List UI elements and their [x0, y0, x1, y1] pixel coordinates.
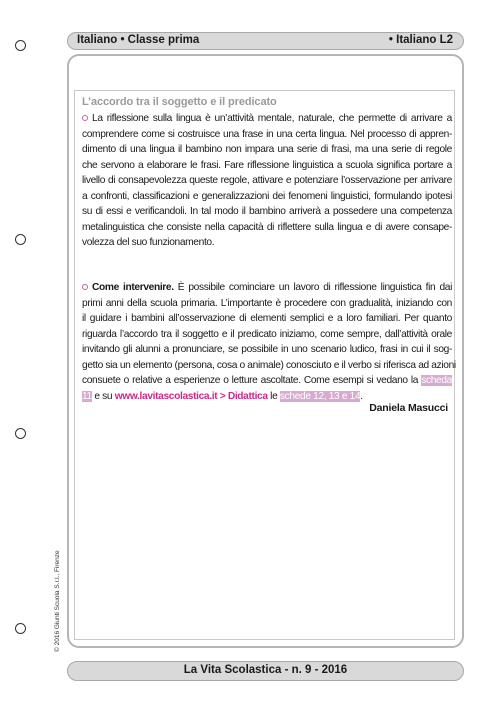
text-line: primi anni della scuola primaria. L’importante è procedere con gradualità, iniziando con — [82, 297, 452, 309]
text-fragment: e su — [91, 390, 115, 402]
binder-hole — [15, 623, 26, 634]
author-name: Daniela Masucci — [369, 402, 448, 414]
text-line: riguarda l’accordo tra il soggetto e il predicato iniziamo, come sempre, dall’attività orale — [82, 328, 452, 340]
text-line: La riflessione sulla lingua è un’attività mentale, naturale, che permette di arrivare a — [92, 113, 452, 124]
binder-hole — [15, 40, 26, 51]
bullet-icon — [82, 115, 88, 121]
text-line: volezza del suo funzionamento. — [82, 237, 215, 248]
header-section: • Italiano L2 — [388, 34, 453, 46]
copyright-notice: © 2016 Giunti Scuola S.r.l., Firenze — [54, 550, 61, 652]
text-line: comprendere come si costruisce una frase in una certa lingua. Nel processo di appren- — [82, 128, 452, 140]
text-fragment: le — [267, 390, 280, 402]
bullet-icon — [82, 284, 88, 290]
schede-reference[interactable]: schede 12, 13 e 14 — [279, 390, 361, 402]
text-line: consuete o relative a esperienze o letture ascoltate. Come esempi si vedano la — [82, 375, 422, 386]
text-line: a confronti, classificazioni e generalizzazioni dei fenomeni linguistici, formulando ipotesi — [82, 190, 452, 202]
text-line: su di essi e verificandoli. In tal modo il bambino arriverà a possedere una competenza — [82, 206, 452, 217]
text-line: livello di consapevolezza queste regole, attivare e potenziare l’osservazione per arrivare — [82, 175, 452, 186]
text-line: getto sia un elemento (persona, cosa o animale) conosciuto e il verbo si riferisca ad azioni — [82, 359, 456, 371]
binder-hole — [15, 428, 26, 439]
text-line: il guidare i bambini all’osservazione di elementi semplici e a loro familiari. Per quanto — [82, 313, 452, 324]
binder-hole — [15, 234, 26, 245]
header-subject: Italiano • Classe prima — [77, 34, 200, 46]
page-header — [67, 32, 464, 50]
section-lead: Come intervenire. — [92, 282, 174, 293]
article-title: L’accordo tra il soggetto e il predicato — [82, 96, 277, 108]
website-link[interactable]: www.lavitascolastica.it > Didattica — [114, 390, 268, 402]
text-line: che servono a elaborare le frasi. Fare riflessione linguistica a scuola significa portare a — [82, 159, 452, 171]
scheda-reference[interactable]: scheda — [421, 375, 452, 386]
paragraph-2 — [82, 280, 456, 404]
text-fragment: . — [360, 390, 363, 402]
text-line: metalinguistica che consiste nella capacità di riflettere sulla lingua e di avere consape- — [82, 221, 452, 233]
text-line: invitando gli alunni a pronunciare, se possibile in uno scenario ludico, frasi in cui il sog- — [82, 344, 452, 355]
scheda-number-reference[interactable]: 11 — [82, 390, 92, 402]
paragraph-1 — [82, 111, 452, 251]
page-footer: La Vita Scolastica - n. 9 - 2016 — [67, 661, 464, 681]
text-line: È possibile cominciare un lavoro di riflessione linguistica fin dai — [173, 282, 452, 293]
text-line: dimento di una lingua il bambino non impara una serie di frasi, ma una serie di regole — [82, 144, 452, 155]
